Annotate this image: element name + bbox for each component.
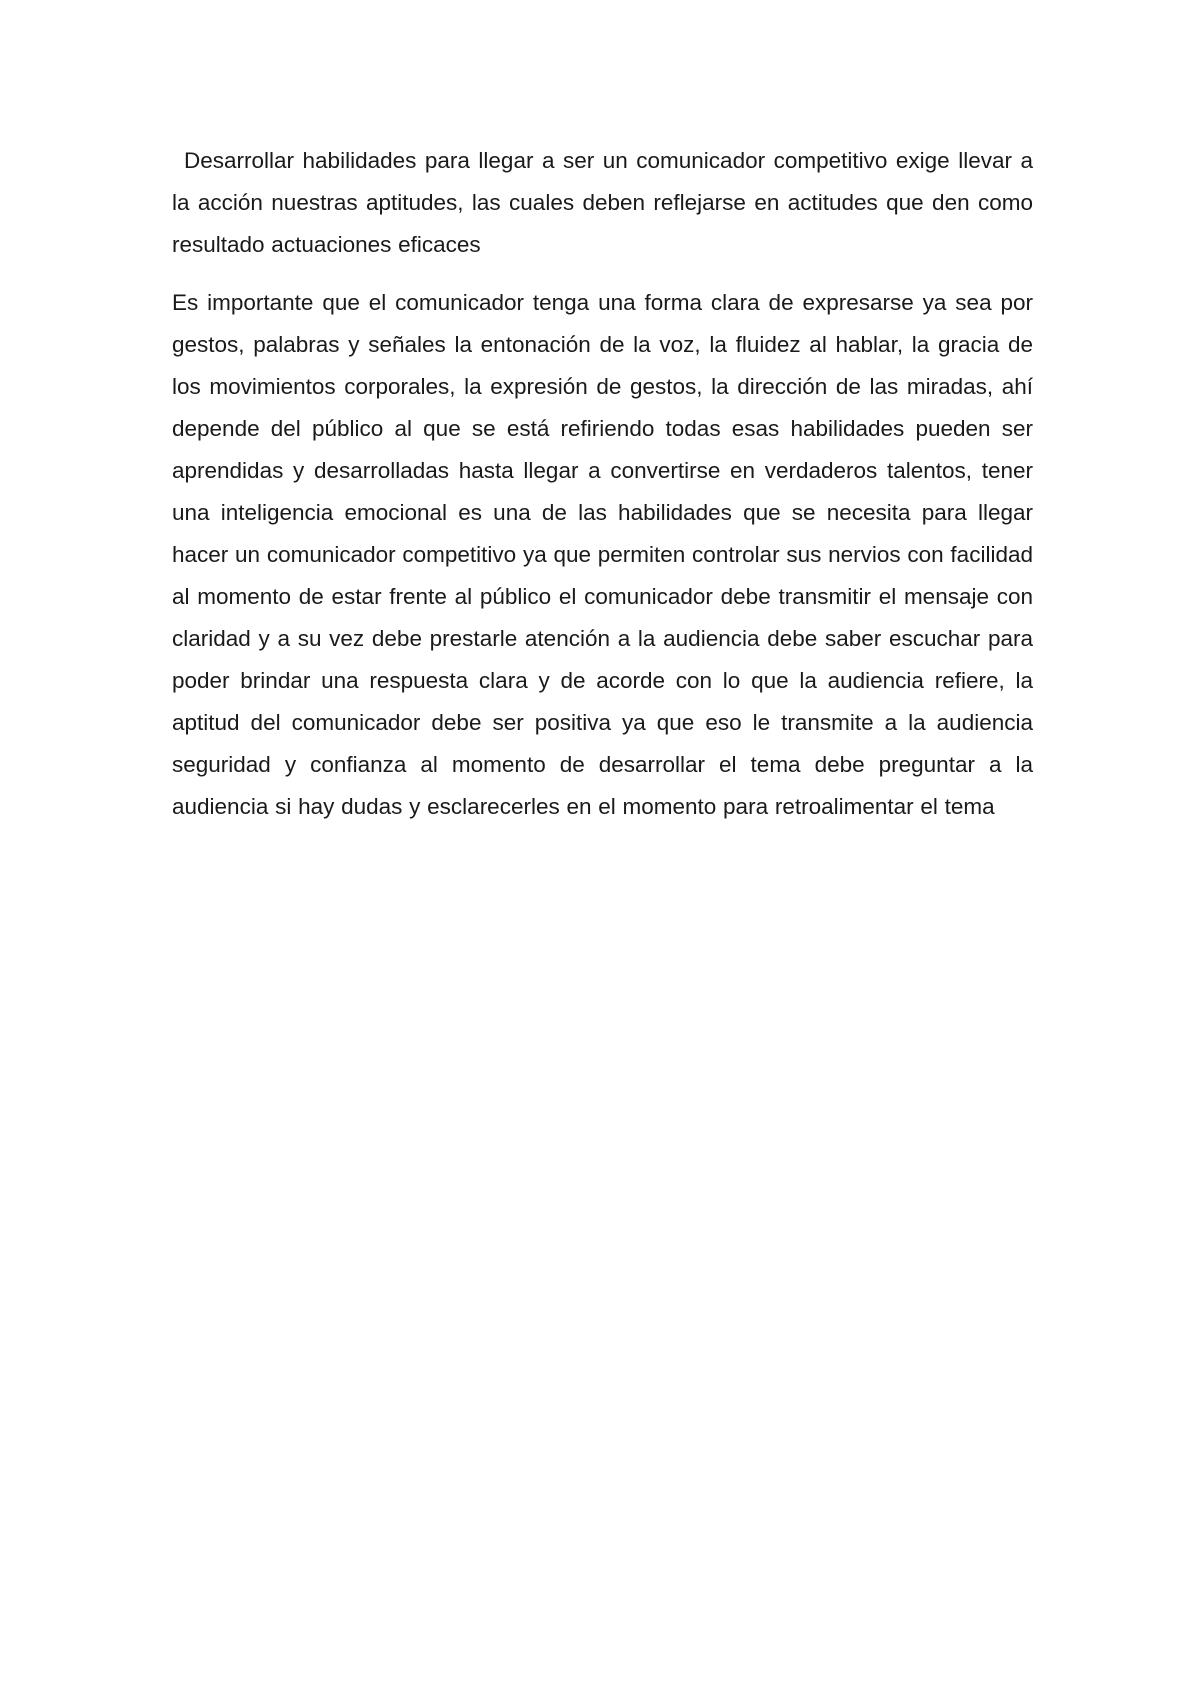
paragraph-main: Es importante que el comunicador tenga una forma clara de expresarse ya sea por gestos, palabras y señales la entonación de la voz, la fluidez al hablar, la gracia de los movimientos corporales, la expresión de gestos, la dirección de las miradas, ahí depende del público al que se está refiriendo todas esas habilidades pueden ser aprendidas y desarrolladas hasta llegar a convertirse en verdaderos talentos, tener una inteligencia emocional es una de las habilidades que se necesita para llegar hacer un comunicador competitivo ya que permiten controlar sus nervios con facilidad al momento de estar frente al público el comunicador debe transmitir el mensaje con claridad y a su vez debe prestarle atención a la audiencia debe saber escuchar para poder brindar una respuesta clara y de acorde con lo que la audiencia refiere, la aptitud del comunicador debe ser positiva ya que eso le transmite a la audiencia seguridad y confianza al momento de desarrollar el tema debe preguntar a la audiencia si hay dudas y esclarecerles en el momento para retroalimentar el tema [172, 290, 1033, 819]
document-body [172, 140, 1033, 828]
paragraph-intro: Desarrollar habilidades para llegar a ser un comunicador competitivo exige llevar a la acción nuestras aptitudes, las cuales deben reflejarse en actitudes que den como resultado actuaciones eficaces [172, 148, 1033, 257]
